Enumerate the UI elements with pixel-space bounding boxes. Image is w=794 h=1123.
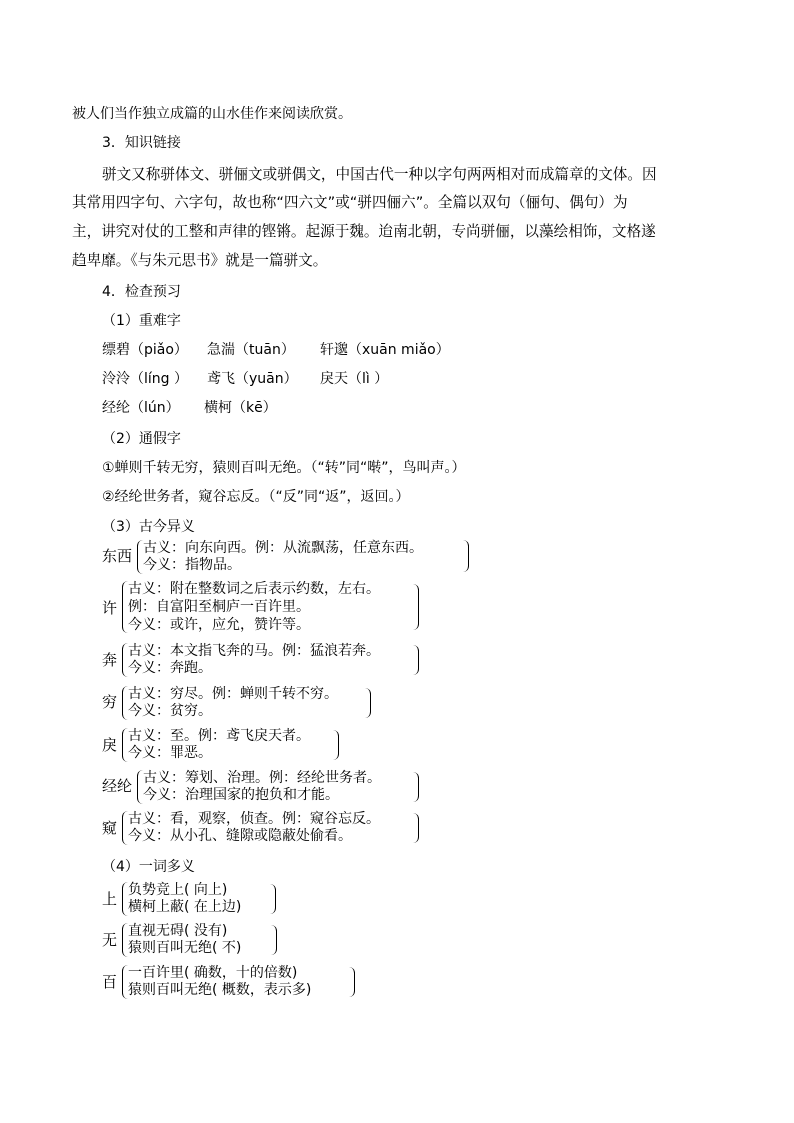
sub1-title: （1）重难字 bbox=[102, 313, 181, 329]
pronunciation-item: 泠泠（líng ） bbox=[102, 371, 188, 387]
gujin-line: 古义：穷尽。例：蝉则千转不穷。 bbox=[128, 686, 338, 702]
right-paren bbox=[271, 925, 277, 955]
right-paren bbox=[413, 813, 419, 843]
gujin-line: 古义：附在整数词之后表示约数，左右。 bbox=[128, 581, 380, 597]
section-4-title: 4．检查预习 bbox=[102, 284, 181, 300]
gujin-line: 今义：治理国家的抱负和才能。 bbox=[143, 787, 339, 803]
gujin-word: 许 bbox=[102, 599, 118, 617]
polysemy-line: 横柯上蔽( 在上边) bbox=[128, 899, 242, 915]
polysemy-line: 负势竞上( 向上) bbox=[128, 882, 228, 898]
pronunciation-item: 横柯（kē） bbox=[204, 400, 277, 416]
tongjia-item: ①蝉则千转无穷，猿则百叫无绝。（“转”同“啭”，鸟叫声。） bbox=[102, 460, 466, 476]
section-3-para-line-3: 主，讲究对仗的工整和声律的铿锵。起源于魏。迨南北朝，专尚骈俪，以藻绘相饰，文格遂 bbox=[72, 223, 656, 240]
polysemy-line: 一百许里( 确数，十的倍数) bbox=[128, 965, 298, 981]
gujin-line: 古义：本文指飞奔的马。例：猛浪若奔。 bbox=[128, 643, 380, 659]
gujin-word: 穷 bbox=[102, 693, 118, 711]
right-paren bbox=[349, 967, 355, 997]
polysemy-line: 直视无碍( 没有) bbox=[128, 923, 228, 939]
right-paren bbox=[413, 772, 419, 802]
right-paren bbox=[365, 688, 371, 718]
gujin-word: 经纶 bbox=[102, 777, 133, 795]
polysemy-line: 猿则百叫无绝( 概数，表示多) bbox=[128, 982, 312, 998]
gujin-line: 今义：指物品。 bbox=[143, 557, 241, 573]
tongjia-item: ②经纶世务者，窥谷忘反。（“反”同“返”，返回。） bbox=[102, 489, 410, 505]
pronunciation-item: 急湍（tuān） bbox=[207, 342, 295, 358]
pronunciation-item: 鸢飞（yuān） bbox=[207, 371, 298, 387]
gujin-line: 今义：奔跑。 bbox=[128, 660, 212, 676]
gujin-line: 古义：筹划、治理。例：经纶世务者。 bbox=[143, 770, 381, 786]
section-3-para-line-4: 趋卑靡。《与朱元思书》就是一篇骈文。 bbox=[72, 252, 328, 269]
pronunciation-item: 经纶（lún） bbox=[102, 400, 180, 416]
sub2-title: （2）通假字 bbox=[102, 431, 181, 447]
pronunciation-item: 缥碧（piǎo） bbox=[102, 342, 188, 358]
gujin-line: 今义：或许，应允，赞许等。 bbox=[128, 617, 310, 633]
sub3-title: （3）古今异义 bbox=[102, 519, 195, 535]
right-paren bbox=[333, 730, 339, 760]
right-paren bbox=[413, 584, 419, 630]
right-paren bbox=[413, 645, 419, 675]
gujin-word: 东西 bbox=[102, 547, 133, 565]
polysemy-line: 猿则百叫无绝( 不) bbox=[128, 940, 242, 956]
section-3-para-line-1: 骈文又称骈体文、骈俪文或骈偶文，中国古代一种以字句两两相对而成篇章的文体。因 bbox=[102, 166, 657, 183]
pronunciation-item: 戾天（lì ） bbox=[320, 371, 389, 387]
right-paren bbox=[463, 540, 469, 572]
gujin-line: 古义：至。例：鸢飞戾天者。 bbox=[128, 728, 310, 744]
gujin-line: 今义：从小孔、缝隙或隐蔽处偷看。 bbox=[128, 828, 352, 844]
polysemy-word: 百 bbox=[102, 973, 118, 991]
sub4-title: （4）一词多义 bbox=[102, 859, 195, 875]
section-3-para-line-2: 其常用四字句、六字句，故也称“四六文”或“骈四俪六”。全篇以双句（俪句、偶句）为 bbox=[72, 194, 628, 211]
gujin-word: 窥 bbox=[102, 819, 118, 837]
polysemy-word: 无 bbox=[102, 931, 118, 949]
section-3-title: 3．知识链接 bbox=[102, 135, 181, 151]
gujin-word: 奔 bbox=[102, 651, 118, 669]
gujin-line: 例：自富阳至桐庐一百许里。 bbox=[128, 599, 310, 615]
gujin-line: 今义：罪恶。 bbox=[128, 745, 212, 761]
gujin-word: 戾 bbox=[102, 736, 118, 754]
polysemy-word: 上 bbox=[102, 890, 118, 908]
gujin-line: 今义：贫穷。 bbox=[128, 703, 212, 719]
intro-line: 被人们当作独立成篇的山水佳作来阅读欣赏。 bbox=[72, 106, 352, 122]
gujin-line: 古义：看，观察，侦查。例：窥谷忘反。 bbox=[128, 811, 380, 827]
gujin-line: 古义：向东向西。例：从流飘荡，任意东西。 bbox=[143, 540, 423, 556]
right-paren bbox=[270, 884, 276, 914]
pronunciation-item: 轩邈（xuān miǎo） bbox=[320, 342, 450, 358]
